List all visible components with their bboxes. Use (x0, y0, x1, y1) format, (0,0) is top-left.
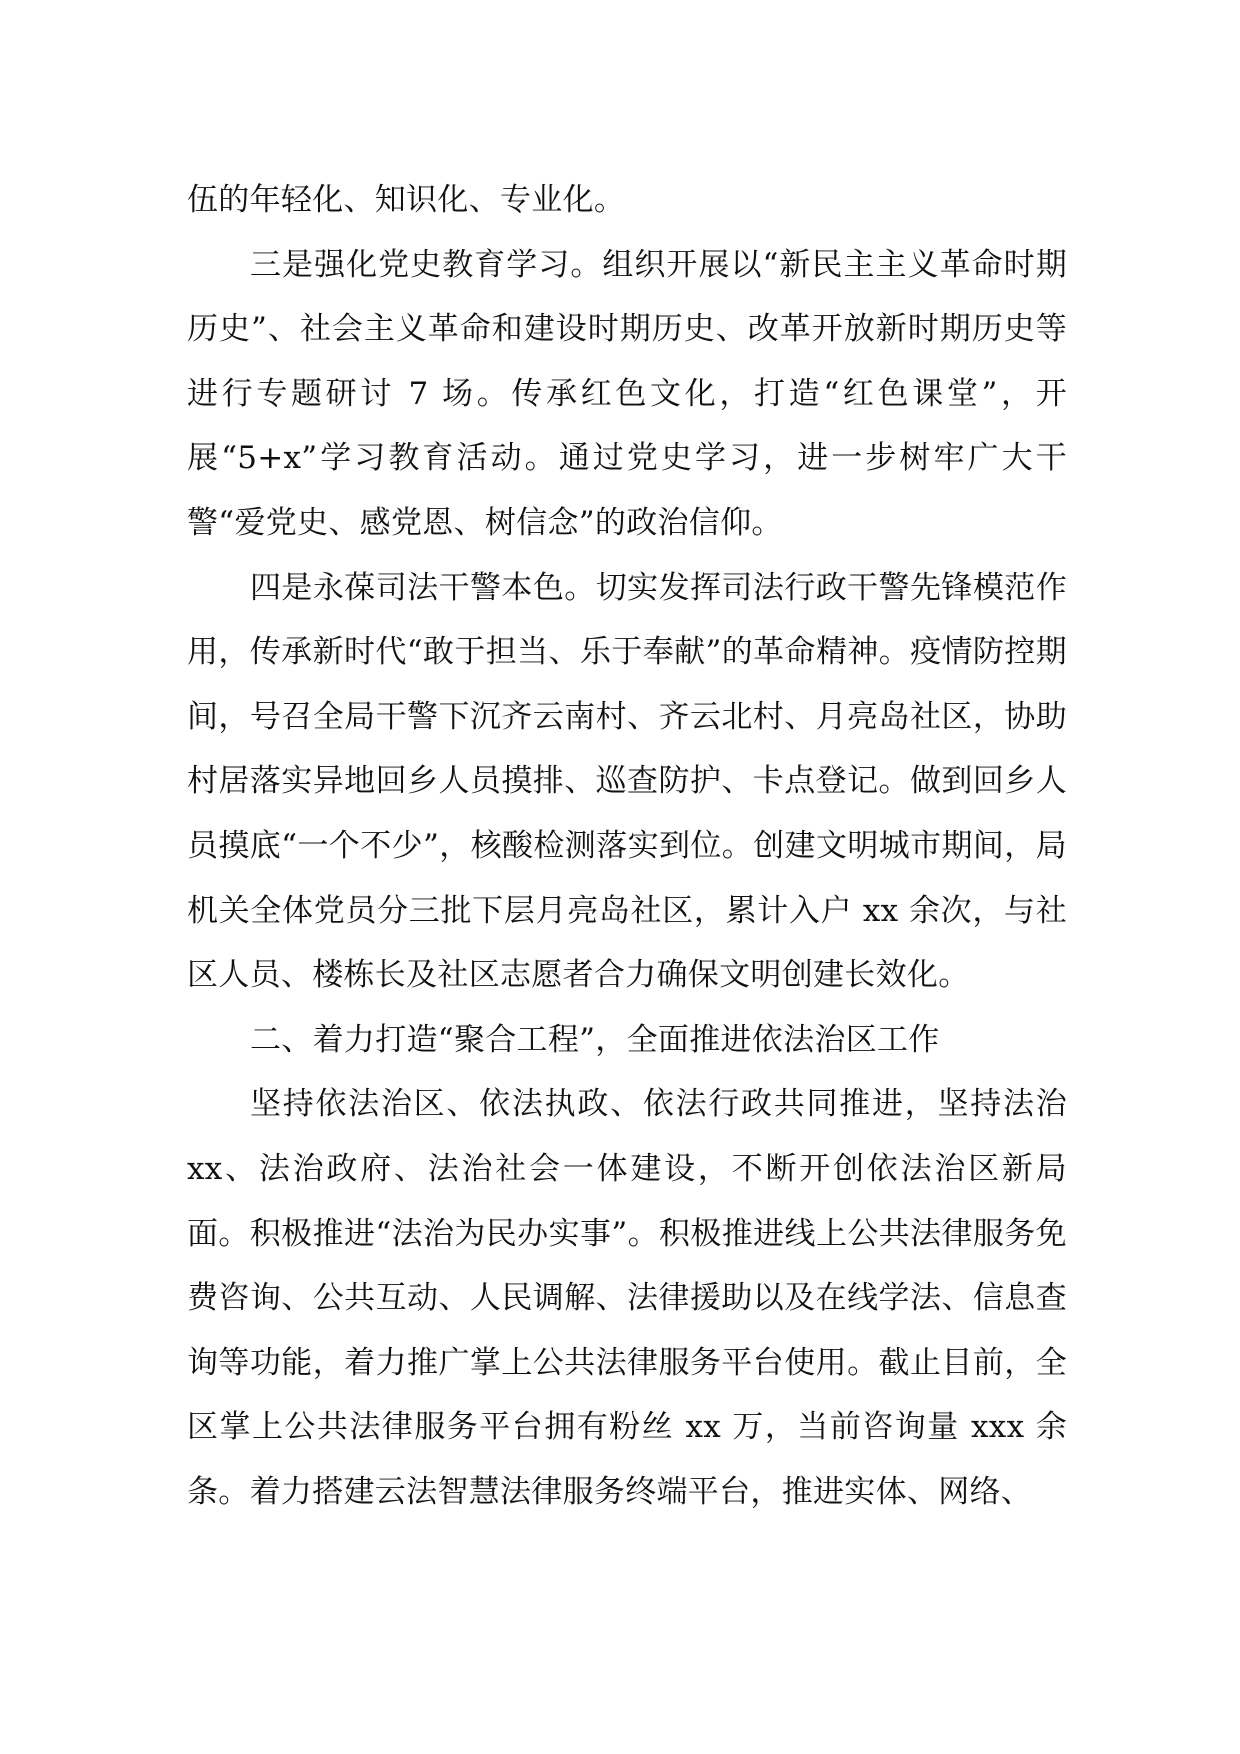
document-body (187, 168, 1067, 1524)
paragraph-party-history-study: 三是强化党史教育学习。组织开展以“新民主主义革命时期历史”、社会主义革命和建设时期历史、改革开放新时期历史等进行专题研讨 7 场。传承红色文化，打造“红色课堂”，开展“5+x”学习教育活动。通过党史学习，进一步树牢广大干警“爱党史、感党恩、树信念”的政治信仰。 (187, 246, 1067, 541)
paragraph-judicial-police-character: 四是永葆司法干警本色。切实发挥司法行政干警先锋模范作用，传承新时代“敢于担当、乐于奉献”的革命精神。疫情防控期间，号召全局干警下沉齐云南村、齐云北村、月亮岛社区，协助村居落实异地回乡人员摸排、巡查防护、卡点登记。做到回乡人员摸底“一个不少”，核酸检测落实到位。创建文明城市期间，局机关全体党员分三批下层月亮岛社区，累计入户 xx 余次，与社区人员、楼栋长及社区志愿者合力确保文明创建长效化。 (187, 569, 1067, 994)
paragraph-continuation: 伍的年轻化、知识化、专业化。 (187, 182, 626, 218)
paragraph-rule-of-law-work: 坚持依法治区、依法执政、依法行政共同推进，坚持法治 xx、法治政府、法治社会一体建设，不断开创依法治区新局面。积极推进“法治为民办实事”。积极推进线上公共法律服务免费咨询、公共互动、人民调解、法律援助以及在线学法、信息查询等功能，着力推广掌上公共法律服务平台使用。截止目前，全区掌上公共法律服务平台拥有粉丝 xx 万，当前咨询量 xxx 余条。着力搭建云法智慧法律服务终端平台，推进实体、网络、 (187, 1086, 1067, 1510)
section-heading-rule-of-law: 二、着力打造“聚合工程”，全面推进依法治区工作 (250, 1021, 940, 1058)
